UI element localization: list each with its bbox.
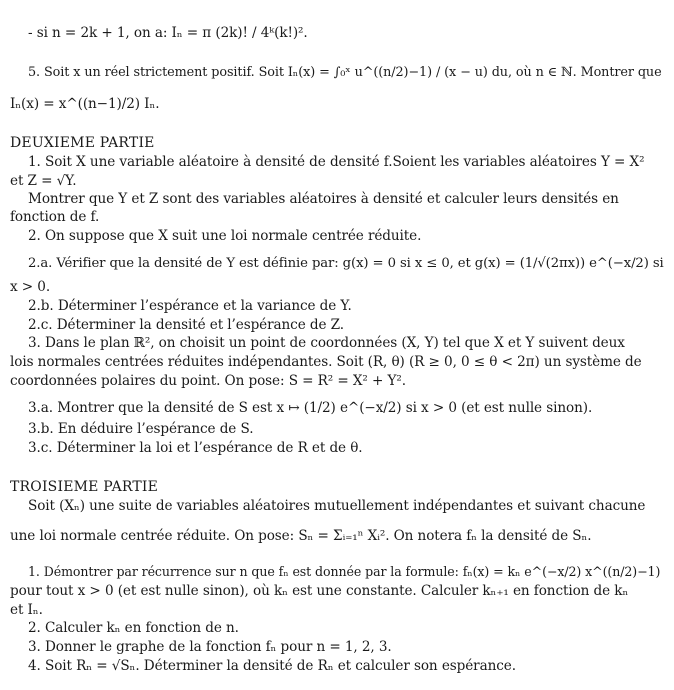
line-27: 3. Donner le graphe de la fonction fₙ pour n = 1, 2, 3. bbox=[28, 639, 392, 655]
section-heading-troisieme: TROISIEME PARTIE bbox=[10, 479, 159, 495]
line-3: Iₙ(x) = x^((n−1)/2) Iₙ. bbox=[10, 96, 160, 112]
line-21: Soit (Xₙ) une suite de variables aléatoires mutuellement indépendantes et suivant chacune bbox=[28, 498, 646, 514]
line-5: 1. Soit X une variable aléatoire à densité de densité f.Soient les variables aléatoires Y = X² bbox=[28, 154, 645, 170]
line-9: 2. On suppose que X suit une loi normale centrée réduite. bbox=[28, 228, 422, 244]
line-15: lois normales centrées réduites indépendantes. Soit (R, θ) (R ≥ 0, 0 ≤ θ < 2π) un système de bbox=[10, 354, 642, 370]
line-7: Montrer que Y et Z sont des variables aléatoires à densité et calculer leurs densités en bbox=[28, 191, 619, 207]
line-23: 1. Démontrer par récurrence sur n que fₙ est donnée par la formule: fₙ(x) = kₙ e^(−x/2) x^((n/2)−1) bbox=[28, 564, 661, 579]
line-1: - si n = 2k + 1, on a: Iₙ = π (2k)! / 4ᵏ(k!)². bbox=[28, 25, 308, 41]
line-14: 3. Dans le plan ℝ², on choisit un point de coordonnées (X, Y) tel que X et Y suivent deux bbox=[28, 335, 625, 351]
line-6: et Z = √Y. bbox=[10, 173, 77, 189]
line-8: fonction de f. bbox=[10, 209, 100, 225]
line-18: 3.b. En déduire l’espérance de S. bbox=[28, 421, 254, 437]
line-25: et Iₙ. bbox=[10, 602, 43, 618]
line-22: une loi normale centrée réduite. On pose: Sₙ = Σᵢ₌₁ⁿ Xᵢ². On notera fₙ la densité de Sₙ. bbox=[10, 528, 592, 544]
line-2: 5. Soit x un réel strictement positif. Soit Iₙ(x) = ∫₀ˣ u^((n/2)−1) / (x − u) du, où n ∈ ℕ. Montrer que bbox=[28, 65, 662, 80]
line-13: 2.c. Déterminer la densité et l’espérance de Z. bbox=[28, 317, 344, 333]
line-26: 2. Calculer kₙ en fonction de n. bbox=[28, 620, 239, 636]
line-28: 4. Soit Rₙ = √Sₙ. Déterminer la densité de Rₙ et calculer son espérance. bbox=[28, 658, 516, 674]
line-19: 3.c. Déterminer la loi et l’espérance de R et de θ. bbox=[28, 440, 363, 456]
line-24: pour tout x > 0 (et est nulle sinon), où kₙ est une constante. Calculer kₙ₊₁ en fonction de kₙ bbox=[10, 583, 629, 599]
line-17: 3.a. Montrer que la densité de S est x ↦ (1/2) e^(−x/2) si x > 0 (et est nulle sinon). bbox=[28, 400, 593, 416]
line-10: 2.a. Vérifier que la densité de Y est définie par: g(x) = 0 si x ≤ 0, et g(x) = (1/√(2πx)) e^(−x/2) si bbox=[28, 256, 664, 271]
section-heading-deuxieme: DEUXIEME PARTIE bbox=[10, 135, 155, 151]
line-16: coordonnées polaires du point. On pose: S = R² = X² + Y². bbox=[10, 373, 406, 389]
line-11: x > 0. bbox=[10, 279, 51, 295]
line-12: 2.b. Déterminer l’espérance et la variance de Y. bbox=[28, 298, 352, 314]
